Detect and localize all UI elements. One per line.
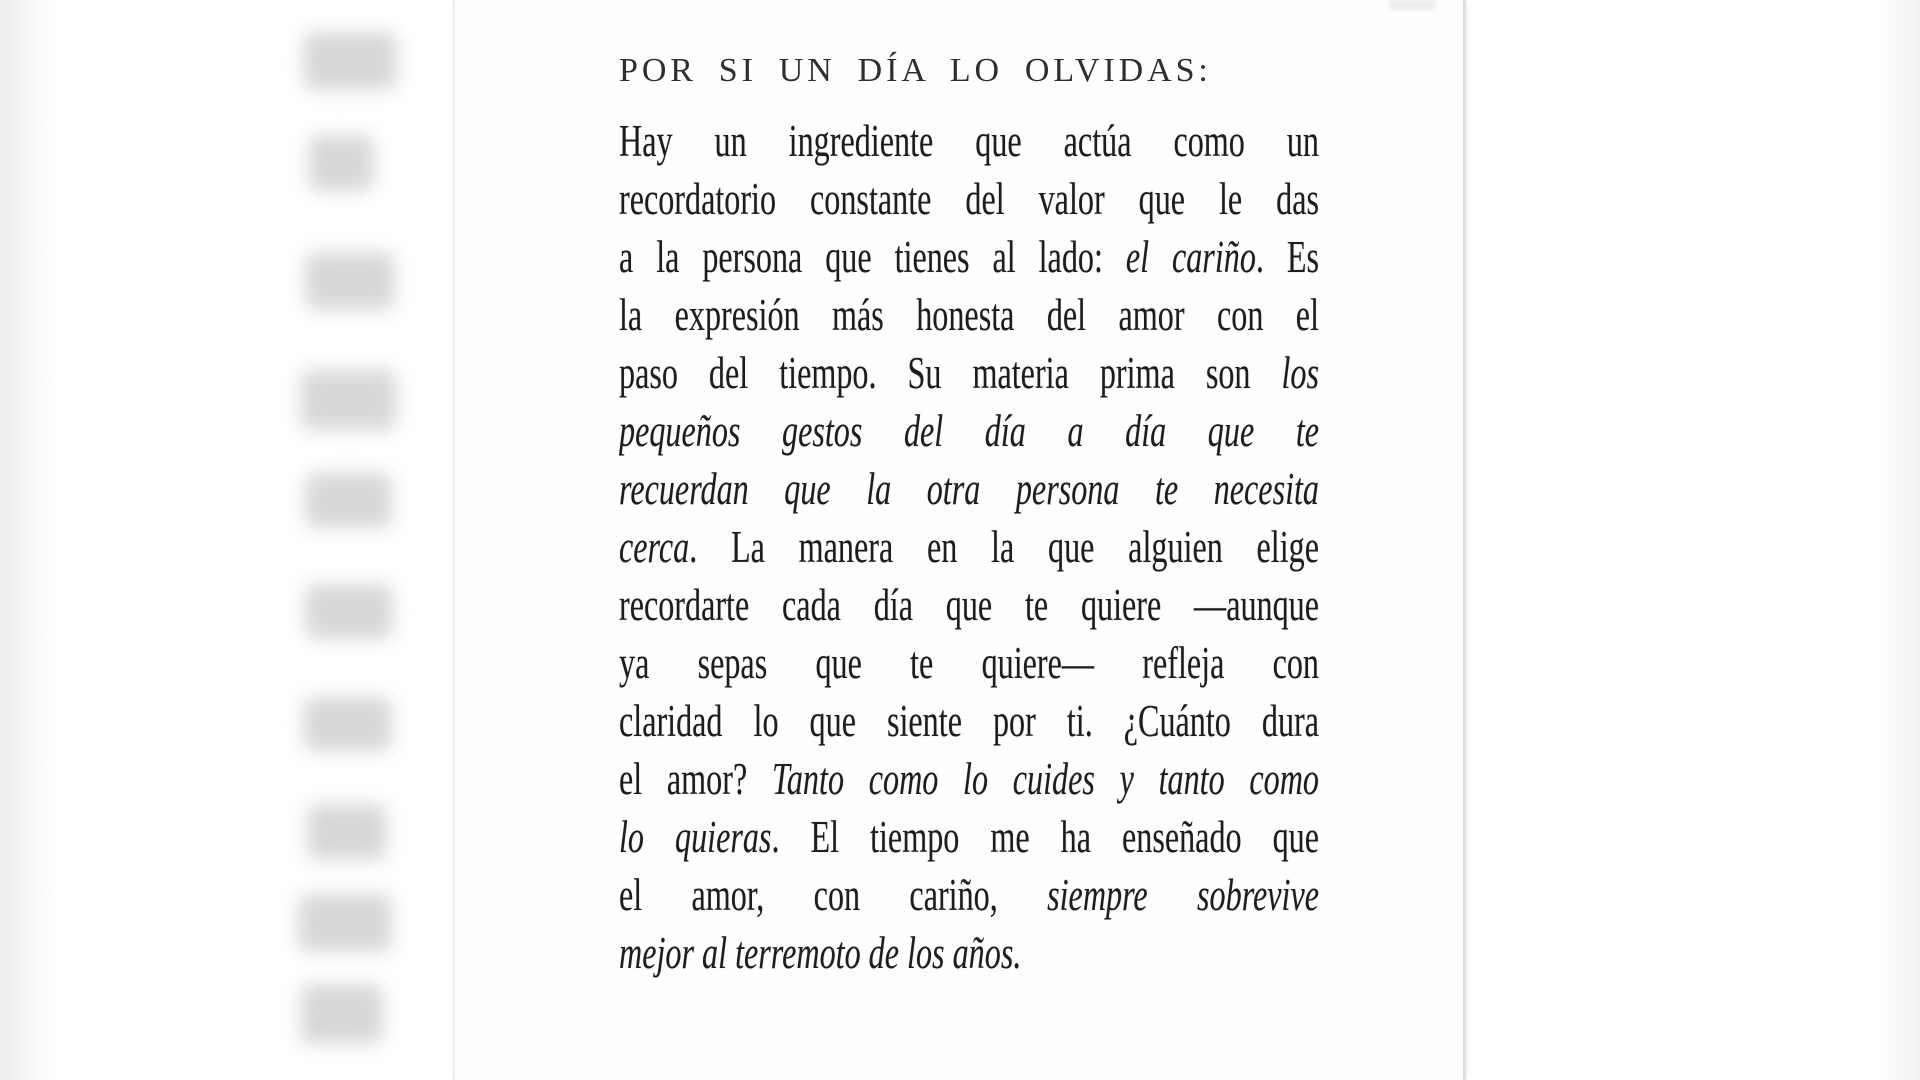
paragraph-line: recordatorio constante del valor que le das: [619, 174, 1320, 224]
blurred-text-line: [300, 370, 397, 430]
blurred-text-line: [298, 894, 392, 952]
paragraph-line: lo quieras. El tiempo me ha enseñado que: [619, 812, 1320, 862]
paragraph-line: claridad lo que siente por ti. ¿Cuánto dura: [619, 696, 1320, 746]
blurred-text-line: [300, 984, 383, 1044]
paragraph-line: el amor? Tanto como lo cuides y tanto como: [619, 754, 1320, 804]
page-top-mark: [1390, 0, 1436, 10]
paragraph-line: la expresión más honesta del amor con el: [619, 290, 1320, 340]
paragraph-line: pequeños gestos del día a día que te: [619, 406, 1320, 456]
paragraph-line: a la persona que tienes al lado: el cariño. Es: [619, 232, 1320, 282]
paragraph-line: cerca. La manera en la que alguien elige: [619, 522, 1320, 572]
paragraph-line: ya sepas que te quiere— refleja con: [619, 638, 1320, 688]
paragraph-line: mejor al terremoto de los años.: [619, 928, 1022, 978]
blurred-text-line: [305, 473, 392, 528]
paragraph-line: el amor, con cariño, siempre sobrevive: [619, 870, 1320, 920]
blurred-text-line: [307, 804, 387, 860]
blurred-text-line: [305, 584, 393, 639]
blurred-text-line: [308, 135, 374, 191]
blurred-text-line: [303, 32, 397, 90]
previous-page-blurred: [0, 0, 440, 1080]
paragraph-line: recuerdan que la otra persona te necesita: [619, 464, 1320, 514]
book-page[interactable]: [453, 0, 1466, 1080]
blurred-text-line: [305, 252, 395, 310]
chapter-header: POR SI UN DÍA LO OLVIDAS:: [619, 52, 1212, 89]
paragraph-line: Hay un ingrediente que actúa como un: [619, 116, 1320, 166]
paragraph: [619, 112, 1319, 982]
blurred-text-line: [303, 697, 392, 751]
paragraph-line: recordarte cada día que te quiere —aunque: [619, 580, 1320, 630]
next-page-blurred: [1466, 0, 1920, 1080]
paragraph-line: paso del tiempo. Su materia prima son los: [619, 348, 1320, 398]
